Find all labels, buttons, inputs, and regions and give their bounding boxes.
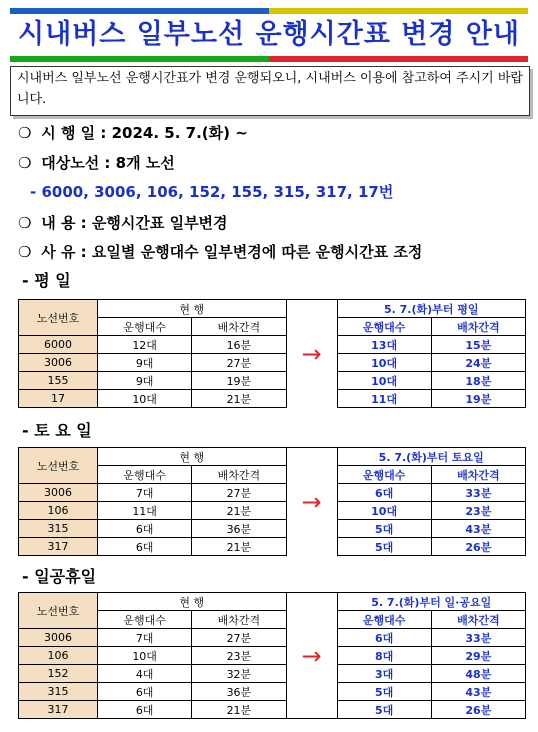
cur-count-cell: 7대 (98, 629, 192, 647)
reason-label: 사 유 : (41, 243, 87, 261)
cur-count-cell: 4대 (98, 665, 192, 683)
route-cell: 317 (19, 701, 98, 719)
routes-value: 8개 노선 (115, 154, 175, 172)
interval-header: 배차간격 (192, 611, 286, 629)
count-header: 운행대수 (98, 611, 192, 629)
route-cell: 106 (19, 647, 98, 665)
route-cell: 106 (19, 502, 98, 520)
cur-interval-cell: 21분 (192, 502, 286, 520)
weekday-table (18, 299, 526, 408)
cur-count-cell: 10대 (98, 390, 192, 408)
content-row (18, 212, 228, 233)
cur-interval-cell: 16분 (192, 336, 286, 354)
new-count-header: 운행대수 (337, 466, 431, 484)
cur-interval-cell: 23분 (192, 647, 286, 665)
cur-count-cell: 6대 (98, 538, 192, 556)
new-count-cell: 5대 (337, 683, 431, 701)
holiday-table (18, 592, 526, 719)
date-value: 2024. 5. 7.(화) ~ (111, 124, 248, 142)
new-count-cell: 5대 (337, 701, 431, 719)
reason-row (18, 241, 422, 262)
bullet-icon: ❍ (18, 124, 32, 142)
table-row (19, 484, 526, 502)
route-cell: 3006 (19, 484, 98, 502)
route-cell: 3006 (19, 629, 98, 647)
cur-count-cell: 12대 (98, 336, 192, 354)
table-row (19, 701, 526, 719)
route-cell: 6000 (19, 336, 98, 354)
cur-count-cell: 6대 (98, 683, 192, 701)
new-interval-header: 배차간격 (431, 611, 525, 629)
cur-count-cell: 6대 (98, 701, 192, 719)
routes-list: - 6000, 3006, 106, 152, 155, 315, 317, 17번 (30, 183, 394, 201)
new-count-header: 운행대수 (337, 611, 431, 629)
routes-label: 대상노선 : (41, 154, 111, 172)
table-row (19, 629, 526, 647)
new-count-cell: 13대 (337, 336, 431, 354)
cur-interval-cell: 21분 (192, 701, 286, 719)
new-interval-cell: 29분 (431, 647, 525, 665)
new-interval-cell: 18분 (431, 372, 525, 390)
route-cell: 315 (19, 683, 98, 701)
new-interval-cell: 43분 (431, 683, 525, 701)
new-count-cell: 10대 (337, 354, 431, 372)
cur-count-cell: 9대 (98, 372, 192, 390)
cur-interval-cell: 21분 (192, 390, 286, 408)
new-count-cell: 3대 (337, 665, 431, 683)
current-header: 현 행 (98, 593, 287, 611)
saturday-section-title: - 토 요 일 (22, 421, 92, 440)
bullet-icon: ❍ (18, 154, 32, 172)
arrow-icon: → (286, 593, 337, 719)
table-row (19, 538, 526, 556)
notice-box: 시내버스 일부노선 운행시간표가 변경 운행되오니, 시내버스 이용에 참고하여 주시기 바랍니다. (10, 66, 530, 116)
table-row (19, 502, 526, 520)
cur-interval-cell: 21분 (192, 538, 286, 556)
cur-count-cell: 11대 (98, 502, 192, 520)
table-row (19, 372, 526, 390)
cur-interval-cell: 32분 (192, 665, 286, 683)
table-row (19, 665, 526, 683)
route-cell: 315 (19, 520, 98, 538)
new-count-cell: 8대 (337, 647, 431, 665)
table-row (19, 354, 526, 372)
bullet-icon: ❍ (18, 214, 32, 232)
new-count-cell: 5대 (337, 520, 431, 538)
new-interval-cell: 48분 (431, 665, 525, 683)
new-interval-cell: 19분 (431, 390, 525, 408)
date-label: 시 행 일 : (41, 124, 107, 142)
new-interval-cell: 33분 (431, 484, 525, 502)
new-interval-cell: 33분 (431, 629, 525, 647)
cur-interval-cell: 27분 (192, 484, 286, 502)
interval-header: 배차간격 (192, 318, 286, 336)
cur-count-cell: 7대 (98, 484, 192, 502)
new-interval-cell: 43분 (431, 520, 525, 538)
table-row (19, 336, 526, 354)
saturday-table (18, 447, 526, 556)
weekday-section-title: - 평 일 (22, 271, 71, 290)
cur-interval-cell: 27분 (192, 354, 286, 372)
table-row (19, 390, 526, 408)
new-header: 5. 7.(화)부터 토요일 (337, 448, 526, 466)
route-header: 노선번호 (19, 300, 98, 336)
title-bottom-bar (10, 56, 528, 62)
new-count-cell: 6대 (337, 629, 431, 647)
new-interval-header: 배차간격 (431, 318, 525, 336)
route-cell: 17 (19, 390, 98, 408)
cur-interval-cell: 36분 (192, 520, 286, 538)
cur-interval-cell: 27분 (192, 629, 286, 647)
route-header: 노선번호 (19, 593, 98, 629)
new-count-header: 운행대수 (337, 318, 431, 336)
cur-count-cell: 6대 (98, 520, 192, 538)
current-header: 현 행 (98, 300, 287, 318)
effective-date-row (18, 122, 248, 143)
new-interval-cell: 26분 (431, 538, 525, 556)
cur-count-cell: 10대 (98, 647, 192, 665)
page-title: 시내버스 일부노선 운행시간표 변경 안내 (18, 19, 520, 50)
content-label: 내 용 : (41, 214, 87, 232)
table-row (19, 647, 526, 665)
new-interval-cell: 26분 (431, 701, 525, 719)
interval-header: 배차간격 (192, 466, 286, 484)
route-cell: 155 (19, 372, 98, 390)
new-interval-header: 배차간격 (431, 466, 525, 484)
table-row (19, 520, 526, 538)
count-header: 운행대수 (98, 318, 192, 336)
route-cell: 152 (19, 665, 98, 683)
count-header: 운행대수 (98, 466, 192, 484)
current-header: 현 행 (98, 448, 287, 466)
table-row (19, 683, 526, 701)
routes-row (18, 152, 175, 173)
new-header: 5. 7.(화)부터 일·공요일 (337, 593, 526, 611)
new-interval-cell: 24분 (431, 354, 525, 372)
cur-interval-cell: 36분 (192, 683, 286, 701)
new-count-cell: 10대 (337, 372, 431, 390)
content-value: 운행시간표 일부변경 (91, 214, 228, 232)
new-interval-cell: 15분 (431, 336, 525, 354)
bullet-icon: ❍ (18, 243, 32, 261)
new-count-cell: 5대 (337, 538, 431, 556)
new-count-cell: 10대 (337, 502, 431, 520)
new-count-cell: 11대 (337, 390, 431, 408)
new-count-cell: 6대 (337, 484, 431, 502)
new-interval-cell: 23분 (431, 502, 525, 520)
cur-count-cell: 9대 (98, 354, 192, 372)
route-cell: 317 (19, 538, 98, 556)
new-header: 5. 7.(화)부터 평일 (337, 300, 526, 318)
arrow-icon: → (286, 448, 337, 556)
cur-interval-cell: 19분 (192, 372, 286, 390)
reason-value: 요일별 운행대수 일부변경에 따른 운행시간표 조정 (91, 243, 423, 261)
route-cell: 3006 (19, 354, 98, 372)
route-header: 노선번호 (19, 448, 98, 484)
arrow-icon: → (286, 300, 337, 408)
holiday-section-title: - 일공휴일 (22, 567, 97, 586)
